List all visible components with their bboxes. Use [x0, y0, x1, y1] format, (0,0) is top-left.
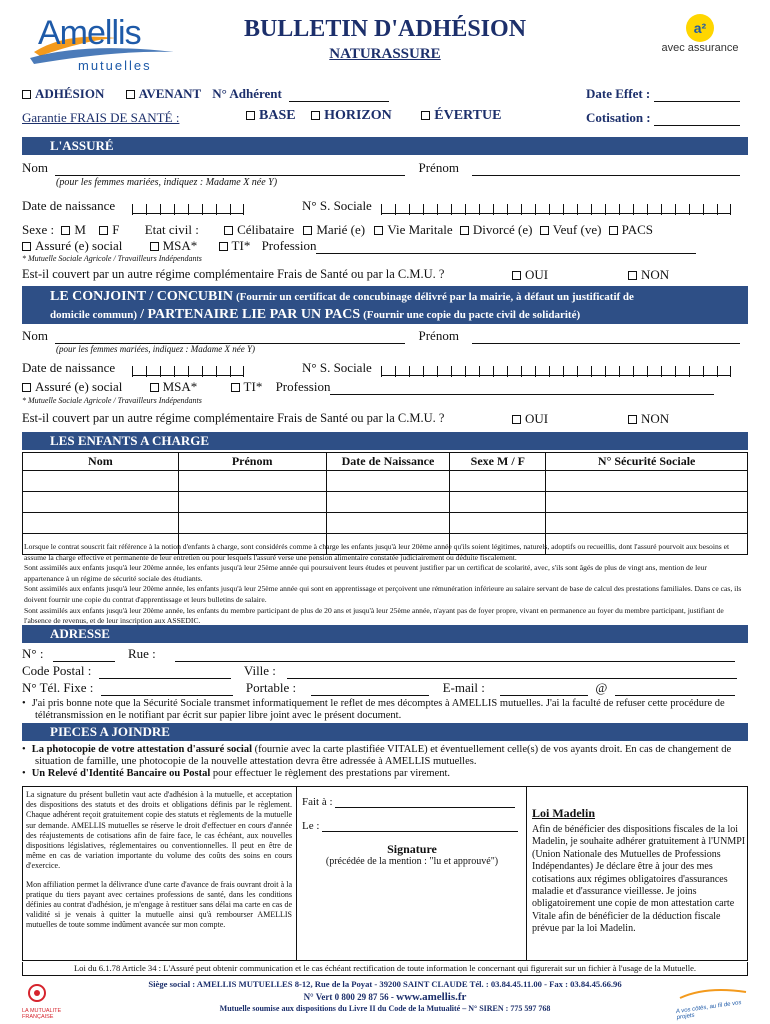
ville-label: Ville : — [243, 663, 276, 678]
slogan-text: A vos côtés, au fil de vos projets — [675, 1000, 742, 1022]
checkbox-icon — [540, 226, 549, 235]
date-naissance-field[interactable] — [132, 203, 244, 214]
piece-rib — [22, 768, 748, 780]
partner-logo — [650, 14, 750, 64]
conjoint-msa-note: * Mutuelle Sociale Agricole / Travailleurs Indépendants — [22, 396, 202, 405]
email-domain-field[interactable] — [615, 695, 735, 696]
marie-label: Marié (e) — [316, 222, 366, 237]
conjoint-ti-label: TI* — [243, 379, 263, 394]
checkbox-icon — [460, 226, 469, 235]
prenom-label: Prénom — [418, 160, 459, 175]
celibataire-label: Célibataire — [237, 222, 295, 237]
note-femmes: (pour les femmes mariées, indiquez : Madame X née Y) — [56, 177, 278, 188]
cmu-non-checkbox[interactable] — [628, 267, 669, 282]
nom-label: Nom — [22, 160, 48, 175]
loi-note: Loi du 6.1.78 Article 34 : L'Assuré peut obtenir communication et le cas échéant rectification de toute information le concernant qui figurerait sur un fichier à l'usage de la Mutuelle. — [22, 962, 748, 976]
etat-civil-label: Etat civil : — [144, 222, 199, 237]
slogan-swoosh-icon — [676, 986, 750, 1000]
checkbox-icon — [374, 226, 383, 235]
sexe-m-checkbox[interactable] — [61, 222, 86, 237]
date-effet-label: Date Effet : — [586, 86, 651, 101]
checkbox-icon — [311, 111, 320, 120]
marie-checkbox[interactable] — [303, 222, 365, 237]
sexe-label: Sexe : — [22, 222, 55, 237]
divorce-label: Divorcé (e) — [472, 222, 533, 237]
cmu-question: Est-il couvert par un autre régime complémentaire Frais de Santé ou par la C.M.U. ? — [22, 267, 445, 281]
conjoint-secu-field[interactable] — [381, 365, 731, 376]
tel-label: N° Tél. Fixe : — [22, 680, 94, 695]
ville-field[interactable] — [287, 678, 737, 679]
table-row[interactable] — [23, 492, 748, 513]
assure-social-checkbox[interactable] — [22, 238, 122, 253]
enfants-p1: Lorsque le contrat souscrit fait référence à la notion d'enfants à charge, sont considérés comme à charge les enfants jusqu'à leur 20ème année qu'ils soient légitimes, naturels, adoptifs ou recueillis, dont l'assuré pourvoit aux besoins et assume la charge effective et permanente de leur entretien ou pour lesquels l'assuré verse une pension alimentaire constatée judiciairement ou déduite fiscalement. — [24, 542, 730, 562]
slogan-logo — [675, 986, 750, 1022]
code-postal-label: Code Postal : — [22, 663, 92, 678]
conjoint-cmu-non-label: NON — [641, 411, 670, 426]
veuf-checkbox[interactable] — [540, 222, 602, 237]
code-postal-field[interactable] — [99, 678, 231, 679]
adherent-label: N° Adhérent — [212, 86, 282, 101]
mutualite-logo — [22, 982, 82, 1020]
sexe-f-label: F — [112, 222, 120, 237]
email-user-field[interactable] — [500, 695, 588, 696]
checkbox-icon — [99, 226, 108, 235]
rue-field[interactable] — [175, 661, 735, 662]
table-row[interactable] — [23, 513, 748, 534]
horizon-checkbox[interactable] — [311, 108, 392, 123]
mutualite-flower-icon — [22, 982, 52, 1004]
enfants-definition — [24, 542, 748, 627]
checkbox-icon — [61, 226, 70, 235]
cmu-oui-label: OUI — [525, 267, 549, 282]
conjoint-cmu-non-checkbox[interactable] — [628, 411, 669, 426]
adhesion-label: ADHÉSION — [35, 86, 105, 101]
signature-legal-2: Mon affiliation permet la délivrance d'une carte d'avance de frais ouvrant droit à la pratique du tiers payant avec certaines professions de santé, dans les conditions définies au contrat d'adhésion, je m'engage à restituer sans délai ma carte en cas de validité si je venais à quitter la mutuelle ainsi qu'à rembourser AMELLIS mutuelles de toute somme indûment avancée sur mon compte. — [26, 879, 292, 930]
conjoint-msa-checkbox[interactable] — [150, 379, 198, 394]
pacs-label: PACS — [621, 222, 653, 237]
ti-checkbox[interactable] — [219, 238, 251, 253]
profession-field[interactable] — [316, 253, 696, 254]
portable-field[interactable] — [311, 695, 429, 696]
cmu-non-label: NON — [641, 267, 670, 282]
date-effet-field[interactable] — [654, 101, 740, 102]
checkbox-icon — [231, 383, 240, 392]
email-at: @ — [595, 680, 608, 695]
amellis-logo — [26, 12, 176, 74]
pacs-note: (Fournir une copie du pacte civil de solidarité) — [363, 309, 581, 321]
fait-field[interactable] — [335, 807, 515, 808]
cotisation-field[interactable] — [654, 125, 740, 126]
conjoint-nom-label: Nom — [22, 328, 48, 343]
avenant-label: AVENANT — [138, 86, 201, 101]
section-assure-header — [22, 137, 748, 155]
avenant-checkbox[interactable] — [126, 86, 201, 101]
madelin-text: Afin de bénéficier des dispositions fiscales de la loi Madelin, je souhaite adhérer gratuitement à l'UNMPI (Union Nationale des Mutuelles de Professions Indépendantes) Je déclare être à jour des mes cotisations aux régimes obligatoires d'assurances maladie et d'assurance vieillesse. Je joins obligatoirement une copie de mon attestation carte Vitale afin de bénéficier de la déduction fiscale prévue par la loi Madelin. — [532, 824, 746, 935]
checkbox-icon — [512, 415, 521, 424]
checkbox-icon — [22, 90, 31, 99]
enfants-p2: Sont assimilés aux enfants jusqu'à leur 20ème année, les enfants jusqu'à leur 25ème année qui poursuivent leurs études et peuvent justifier par un certificat de scolarité, avec, s'ils sont âgés de plus de vingt ans, mention de leur appartenance à un régime de sécurité sociale des étudiants. — [24, 563, 707, 583]
numero-field[interactable] — [53, 661, 115, 662]
checkbox-icon — [224, 226, 233, 235]
partner-logo-mark: a² — [686, 14, 714, 42]
signature-field[interactable] — [300, 874, 524, 958]
logo-text: Amellis — [38, 14, 141, 52]
section-enfants-title: LES ENFANTS A CHARGE — [50, 433, 210, 448]
website-link[interactable]: www.amellis.fr — [396, 991, 467, 1003]
horizon-label: HORIZON — [324, 108, 392, 123]
checkbox-icon — [303, 226, 312, 235]
piece-rib-rest: pour effectuer le règlement des prestations par virement. — [212, 768, 451, 779]
conjoint-profession-field[interactable] — [330, 394, 714, 395]
conjoint-note2: domicile commun) — [50, 309, 138, 321]
numero-label: N° : — [22, 646, 44, 661]
le-label: Le : — [302, 820, 320, 832]
checkbox-icon — [126, 90, 135, 99]
conjoint-note: (Fournir un certificat de concubinage délivré par la mairie, à défaut un justificatif de — [235, 291, 634, 303]
conjoint-title: LE CONJOINT / CONCUBIN — [50, 289, 233, 304]
msa-note: * Mutuelle Sociale Agricole / Travailleurs Indépendants — [22, 254, 202, 263]
conjoint-msa-label: MSA* — [162, 379, 198, 394]
enfants-p3: Sont assimilés aux enfants jusqu'à leur 20ème année, les enfants jusqu'à leur 25ème année qui sont en apprentissage et perçoivent une rémunération inférieure au salaire servant de base de calcul des prestations familiales. Dans ce cas, ils doivent fournir une copie du contrat d'apprentissage et leurs bulletins de salaire. — [24, 584, 742, 604]
enfants-p4: Sont assimilés aux enfants jusqu'à leur 20ème année, les enfants du membre participant de plus de 20 ans et jusqu'à leur 25ème année, n'ayant pas de foyer propre, vivant en permanence au foyer du membre participant, justifiant de l'absence de revenus, et de leur inscription aux ASSEDIC. — [24, 605, 724, 626]
checkbox-icon — [628, 415, 637, 424]
profession-label: Profession — [261, 238, 317, 253]
section-adresse-header — [22, 625, 748, 643]
conjoint-date-naissance-field[interactable] — [132, 365, 244, 376]
checkbox-icon — [150, 383, 159, 392]
col-prenom: Prénom — [178, 453, 326, 471]
sexe-f-checkbox[interactable] — [99, 222, 119, 237]
piece-attestation-bold: La photocopie de votre attestation d'assuré social — [31, 744, 252, 755]
garantie-label: Garantie FRAIS DE SANTÉ : — [22, 110, 180, 125]
col-secu: N° Sécurité Sociale — [546, 453, 748, 471]
ti-label: TI* — [231, 238, 251, 253]
signature-note: (précédée de la mention : "lu et approuvé") — [325, 856, 499, 867]
conjoint-prenom-label: Prénom — [418, 328, 459, 343]
checkbox-icon — [22, 383, 31, 392]
piece-attestation-rest: (fournie avec la carte plastifiée VITALE) et éventuellement celle(s) de vos ayants droit. En cas de changement de situation de famille, une photocopie de la nouvelle attestation devra être adressée à AMELLIS mutuelles. — [35, 744, 732, 767]
email-label: E-mail : — [442, 680, 485, 695]
msa-label: MSA* — [162, 238, 198, 253]
date-naissance-label: Date de naissance — [22, 198, 116, 213]
pacs-checkbox[interactable] — [609, 222, 653, 237]
checkbox-icon — [421, 111, 430, 120]
nom-field[interactable] — [55, 175, 405, 176]
secu-field[interactable] — [381, 203, 731, 214]
madelin-title: Loi Madelin — [532, 806, 596, 820]
evertue-checkbox[interactable] — [421, 108, 501, 123]
mutuelle-mention: Mutuelle soumise aux dispositions du Livre II du Code de la Mutualité – N° SIREN : 775 597 768 — [219, 1004, 551, 1013]
msa-checkbox[interactable] — [150, 238, 198, 253]
signature-title: Signature — [387, 842, 437, 856]
numero-vert: N° Vert 0 800 29 87 56 - — [303, 992, 394, 1002]
conjoint-profession-label: Profession — [275, 379, 331, 394]
conjoint-cmu-oui-label: OUI — [525, 411, 549, 426]
conjoint-secu-label: N° S. Sociale — [302, 360, 372, 375]
logo-subtext: mutuelles — [78, 58, 152, 73]
col-sexe: Sexe M / F — [450, 453, 546, 471]
checkbox-icon — [246, 111, 255, 120]
col-nom: Nom — [23, 453, 179, 471]
piece-rib-bold: Un Relevé d'Identité Bancaire ou Postal — [31, 768, 211, 779]
cotisation-label: Cotisation : — [586, 110, 651, 125]
enfants-table-header — [23, 453, 748, 471]
section-assure-title: L'ASSURÉ — [50, 138, 114, 153]
partner-logo-text: avec assurance — [661, 42, 739, 54]
checkbox-icon — [609, 226, 618, 235]
veuf-label: Veuf (ve) — [552, 222, 602, 237]
conjoint-cmu-question: Est-il couvert par un autre régime complémentaire Frais de Santé ou par la C.M.U. ? — [22, 411, 445, 425]
page-title: BULLETIN D'ADHÉSION — [243, 16, 527, 42]
enfants-table — [22, 452, 748, 555]
section-pieces-title: PIECES A JOINDRE — [50, 724, 170, 739]
siege-social: Siège social : AMELLIS MUTUELLES 8-12, Rue de la Poyat - 39200 SAINT CLAUDE Tél. : 03.84.45.11.00 - Fax : 03.84.45.66.96 — [148, 979, 622, 989]
conjoint-assure-social-label: Assuré (e) social — [35, 379, 123, 394]
cmu-oui-checkbox[interactable] — [512, 267, 548, 282]
checkbox-icon — [628, 271, 637, 280]
checkbox-icon — [150, 242, 159, 251]
vie-maritale-label: Vie Maritale — [387, 222, 453, 237]
conjoint-assure-social-checkbox[interactable] — [22, 379, 122, 394]
checkbox-icon — [219, 242, 228, 251]
mutualite-logo-text: LA MUTUALITE FRANÇAISE — [22, 1008, 62, 1020]
checkbox-icon — [22, 242, 31, 251]
conjoint-date-naissance-label: Date de naissance — [22, 360, 116, 375]
conjoint-cmu-oui-checkbox[interactable] — [512, 411, 548, 426]
secu-label: N° S. Sociale — [302, 198, 372, 213]
divorce-checkbox[interactable] — [460, 222, 533, 237]
table-row[interactable] — [23, 471, 748, 492]
tel-field[interactable] — [101, 695, 233, 696]
portable-label: Portable : — [245, 680, 297, 695]
page-subtitle: NATURASSURE — [329, 46, 441, 62]
section-conjoint-header — [22, 286, 748, 324]
section-pieces-header — [22, 723, 748, 741]
col-date-naissance: Date de Naissance — [326, 453, 450, 471]
pacs-title: / PARTENAIRE LIE PAR UN PACS — [140, 307, 361, 322]
vie-maritale-checkbox[interactable] — [374, 222, 452, 237]
assure-social-label: Assuré (e) social — [35, 238, 123, 253]
adherent-field[interactable] — [289, 101, 389, 102]
conjoint-ti-checkbox[interactable] — [231, 379, 263, 394]
sexe-m-label: M — [74, 222, 86, 237]
teletransmission-text: • J'ai pris bonne note que la Sécurité Sociale transmet informatiquement le reflet de mes décomptes à AMELLIS mutuelles. J'ai la faculté de refuser cette procédure de télétransmission en le notifiant par écrit sur papier libre joint avec le présent document. — [22, 698, 748, 722]
teletransmission-note — [22, 698, 748, 722]
date-field[interactable] — [322, 831, 518, 832]
checkbox-icon — [512, 271, 521, 280]
signature-legal-1: La signature du présent bulletin vaut acte d'adhésion à la mutuelle, et acceptation des dispositions des statuts et des droits et obligations définis par le règlement. Chaque adhérent reçoit gratuitement copie des statuts et règlements de la mutuelle sur demande. AMELLIS mutuelles se réserve le droit d'effectuer en cours d'année des réajustements de cotisations afin de faire face, le cas échéant, aux nouvelles dispositions législatives, réglementaires ou conventionnelles. Il peut en être de même en cas de variation importante du volume des coûts des soins en cours d'exercice. — [26, 790, 292, 871]
section-enfants-header — [22, 432, 748, 450]
piece-attestation — [22, 744, 748, 768]
prenom-field[interactable] — [472, 175, 740, 176]
base-label: BASE — [259, 108, 296, 123]
section-adresse-title: ADRESSE — [50, 626, 110, 641]
base-checkbox[interactable] — [246, 108, 296, 123]
rue-label: Rue : — [127, 646, 156, 661]
conjoint-note-femmes: (pour les femmes mariées, indiquez : Madame X née Y) — [56, 344, 255, 354]
celibataire-checkbox[interactable] — [224, 222, 294, 237]
conjoint-prenom-field[interactable] — [472, 343, 740, 344]
fait-label: Fait à : — [302, 796, 333, 808]
adhesion-checkbox[interactable] — [22, 86, 104, 101]
evertue-label: ÉVERTUE — [434, 108, 502, 123]
